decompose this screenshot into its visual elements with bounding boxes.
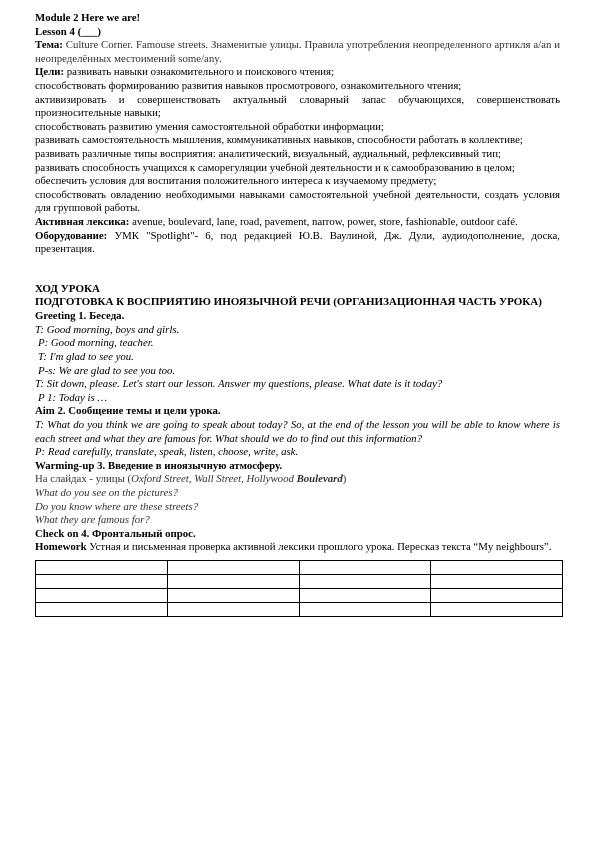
aim-heading: Aim 2. Сообщение темы и цели урока. bbox=[35, 405, 221, 418]
table-cell bbox=[299, 588, 431, 602]
warmup-slides bbox=[35, 473, 560, 487]
table-cell bbox=[36, 574, 168, 588]
table-row bbox=[36, 574, 563, 588]
dialog-line: T: Good morning, boys and girls. bbox=[35, 323, 180, 336]
table-cell bbox=[431, 602, 563, 616]
table-row bbox=[36, 588, 563, 602]
warmup-question: What do you see on the pictures? bbox=[35, 487, 178, 499]
table-cell bbox=[167, 560, 299, 574]
topic-paragraph bbox=[35, 39, 560, 66]
warmup-question: Do you know where are these streets? bbox=[35, 500, 199, 513]
warmup-heading: Warming-up 3. Введение в иноязычную атмосферу. bbox=[35, 459, 283, 472]
vocab-paragraph bbox=[35, 216, 560, 230]
slides-boulevard: Boulevard bbox=[296, 473, 343, 486]
goal-item: активизировать и совершенствовать актуальный словарный запас обучающихся, совершенствовать произносительные навыки; bbox=[35, 93, 560, 120]
empty-table bbox=[35, 560, 563, 617]
table-cell bbox=[299, 602, 431, 616]
table-row bbox=[36, 560, 563, 574]
slides-streets: Oxford Street, Wall Street, Hollywood bbox=[131, 473, 297, 486]
homework-text: Устная и письменная проверка активной лексики прошлого урока. Пересказ текста “My neighbours”. bbox=[89, 541, 552, 554]
goal-item: обеспечить условия для воспитания положительного интереса к изучаемому предмету; bbox=[35, 175, 437, 188]
homework-paragraph bbox=[35, 541, 560, 555]
dialog-line: P-s: We are glad to see you too. bbox=[38, 364, 176, 377]
homework-label: Homework bbox=[35, 541, 87, 554]
equipment-label: Оборудование: bbox=[35, 229, 108, 242]
goal-item: способствовать овладению необходимыми навыками самостоятельной учебной деятельности, создать условия для групповой работы. bbox=[35, 188, 560, 215]
check-heading: Check on 4. Фронтальный опрос. bbox=[35, 527, 196, 540]
aim-teacher: T: What do you think we are going to speak about today? So, at the end of the lesson you will be able to know where is each street and what they are famous for. What should we do to find out this information? bbox=[35, 419, 560, 445]
goal-item: способствовать формированию развития навыков просмотрового, ознакомительного чтения; bbox=[35, 79, 462, 92]
table-cell bbox=[299, 574, 431, 588]
goals-label: Цели: bbox=[35, 66, 65, 79]
greeting-heading: Greeting 1. Беседа. bbox=[35, 310, 125, 323]
table-cell bbox=[167, 574, 299, 588]
warmup-question: What they are famous for? bbox=[35, 514, 150, 527]
dialog-line: T: Sit down, please. Let's start our lesson. Answer my questions, please. What date is it today? bbox=[35, 378, 443, 391]
dialog-line: T: I'm glad to see you. bbox=[38, 351, 134, 364]
lesson-title: Lesson 4 (___) bbox=[35, 25, 101, 38]
module-title: Module 2 Here we are! bbox=[35, 12, 141, 24]
course-subtitle: ПОДГОТОВКА К ВОСПРИЯТИЮ ИНОЯЗЫЧНОЙ РЕЧИ (ОРГАНИЗАЦИОННАЯ ЧАСТЬ УРОКА) bbox=[35, 296, 542, 309]
dialog-line: P: Good morning, teacher. bbox=[38, 337, 154, 350]
table-cell bbox=[36, 602, 168, 616]
equipment-text: УМК "Spotlight"- 6, под редакцией Ю.В. Ваулиной, Дж. Дули, аудиодополнение, доска, презентация. bbox=[35, 229, 561, 256]
slides-suffix: ) bbox=[342, 473, 347, 486]
dialog-line: P 1: Today is … bbox=[38, 391, 107, 404]
goals-paragraph bbox=[35, 66, 560, 80]
table-cell bbox=[36, 560, 168, 574]
vocab-label: Активная лексика: bbox=[35, 215, 130, 228]
goal-item: развивать различные типы восприятия: аналитический, визуальный, аудиальный, рефлексивный тип; bbox=[35, 147, 501, 160]
slides-prefix: На слайдах - улицы ( bbox=[35, 473, 132, 486]
table-cell bbox=[36, 588, 168, 602]
goals-first: развивать навыки ознакомительного и поискового чтения; bbox=[66, 66, 335, 79]
topic-label: Тема: bbox=[35, 39, 63, 52]
table-cell bbox=[167, 588, 299, 602]
goal-item: развивать самостоятельность мышления, коммуникативных навыков, способности работать в коллективе; bbox=[35, 134, 523, 147]
spacer bbox=[35, 257, 560, 283]
course-title: ХОД УРОКА bbox=[35, 282, 100, 295]
topic-text: Culture Corner. Famouse streets. Знаменитые улицы. Правила употребления неопределенного артикля a/an и неопределённых местоимений some/any. bbox=[35, 39, 561, 65]
table-cell bbox=[431, 560, 563, 574]
table-cell bbox=[167, 602, 299, 616]
goal-item: развивать способность учащихся к саморегуляции учебной деятельности и к самообразованию в целом; bbox=[35, 161, 515, 174]
vocab-text: avenue, boulevard, lane, road, pavement, narrow, power, store, fashionable, outdoor café. bbox=[132, 215, 518, 228]
aim-pupil: P: Read carefully, translate, speak, listen, choose, write, ask. bbox=[35, 446, 299, 459]
equipment-paragraph bbox=[35, 230, 560, 257]
table-cell bbox=[431, 574, 563, 588]
table-cell bbox=[299, 560, 431, 574]
table-cell bbox=[431, 588, 563, 602]
goal-item: способствовать развитию умения самостоятельной обработки информации; bbox=[35, 120, 384, 133]
table-row bbox=[36, 602, 563, 616]
